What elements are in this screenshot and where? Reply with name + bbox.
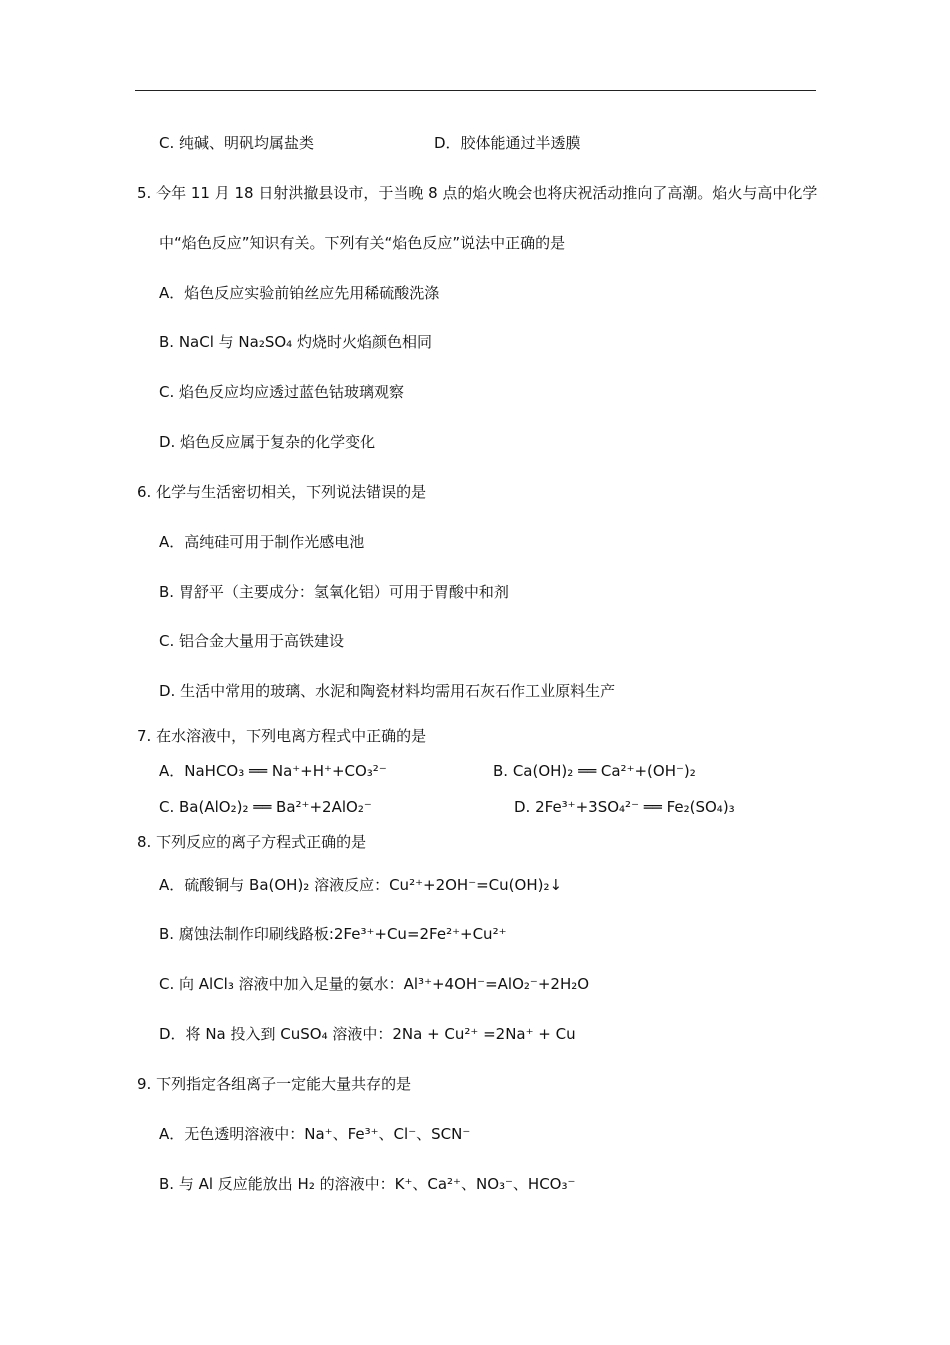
q8-option-d: D．将 Na 投入到 CuSO₄ 溶液中：2Na + Cu²⁺ =2Na⁺ + Cu bbox=[159, 1025, 576, 1043]
q5-stem: 5. 今年 11 月 18 日射洪撤县设市，于当晚 8 点的焰火晚会也将庆祝活动推向了高潮。焰火与高中化学 bbox=[137, 184, 818, 202]
q5-stem-cont: 中“焰色反应”知识有关。下列有关“焰色反应”说法中正确的是 bbox=[159, 234, 566, 252]
q8-option-b: B. 腐蚀法制作印刷线路板:2Fe³⁺+Cu=2Fe²⁺+Cu²⁺ bbox=[159, 925, 507, 943]
q8-option-a: A．硫酸铜与 Ba(OH)₂ 溶液反应：Cu²⁺+2OH⁻=Cu(OH)₂↓ bbox=[159, 876, 563, 894]
q5-option-c: C. 焰色反应均应透过蓝色钴玻璃观察 bbox=[159, 383, 405, 401]
q4-option-c: C. 纯碱、明矾均属盐类 bbox=[159, 134, 315, 152]
q9-option-a: A．无色透明溶液中：Na⁺、Fe³⁺、Cl⁻、SCN⁻ bbox=[159, 1125, 471, 1143]
q7-option-b: B. Ca(OH)₂ ══ Ca²⁺+(OH⁻)₂ bbox=[493, 762, 696, 780]
q7-option-c: C. Ba(AlO₂)₂ ══ Ba²⁺+2AlO₂⁻ bbox=[159, 798, 372, 816]
q5-option-b: B. NaCl 与 Na₂SO₄ 灼烧时火焰颜色相同 bbox=[159, 333, 432, 351]
q6-option-d: D. 生活中常用的玻璃、水泥和陶瓷材料均需用石灰石作工业原料生产 bbox=[159, 682, 616, 700]
q9-stem: 9. 下列指定各组离子一定能大量共存的是 bbox=[137, 1075, 412, 1093]
header-rule bbox=[135, 90, 816, 91]
q6-option-b: B. 胃舒平（主要成分：氢氧化铝）可用于胃酸中和剂 bbox=[159, 583, 509, 601]
q8-option-c: C. 向 AlCl₃ 溶液中加入足量的氨水：Al³⁺+4OH⁻=AlO₂⁻+2H₂O bbox=[159, 975, 590, 993]
q9-option-b: B. 与 Al 反应能放出 H₂ 的溶液中：K⁺、Ca²⁺、NO₃⁻、HCO₃⁻ bbox=[159, 1175, 576, 1193]
q4-option-d: D．胶体能通过半透膜 bbox=[434, 134, 581, 152]
q8-stem: 8. 下列反应的离子方程式正确的是 bbox=[137, 833, 367, 851]
q7-stem: 7. 在水溶液中，下列电离方程式中正确的是 bbox=[137, 727, 427, 745]
q7-option-a: A．NaHCO₃ ══ Na⁺+H⁺+CO₃²⁻ bbox=[159, 762, 387, 780]
q5-option-a: A．焰色反应实验前铂丝应先用稀硫酸洗涤 bbox=[159, 284, 440, 302]
q6-stem: 6. 化学与生活密切相关，下列说法错误的是 bbox=[137, 483, 427, 501]
q5-option-d: D. 焰色反应属于复杂的化学变化 bbox=[159, 433, 376, 451]
q6-option-a: A．高纯硅可用于制作光感电池 bbox=[159, 533, 365, 551]
q7-option-d: D. 2Fe³⁺+3SO₄²⁻ ══ Fe₂(SO₄)₃ bbox=[514, 798, 735, 816]
q6-option-c: C. 铝合金大量用于高铁建设 bbox=[159, 632, 345, 650]
